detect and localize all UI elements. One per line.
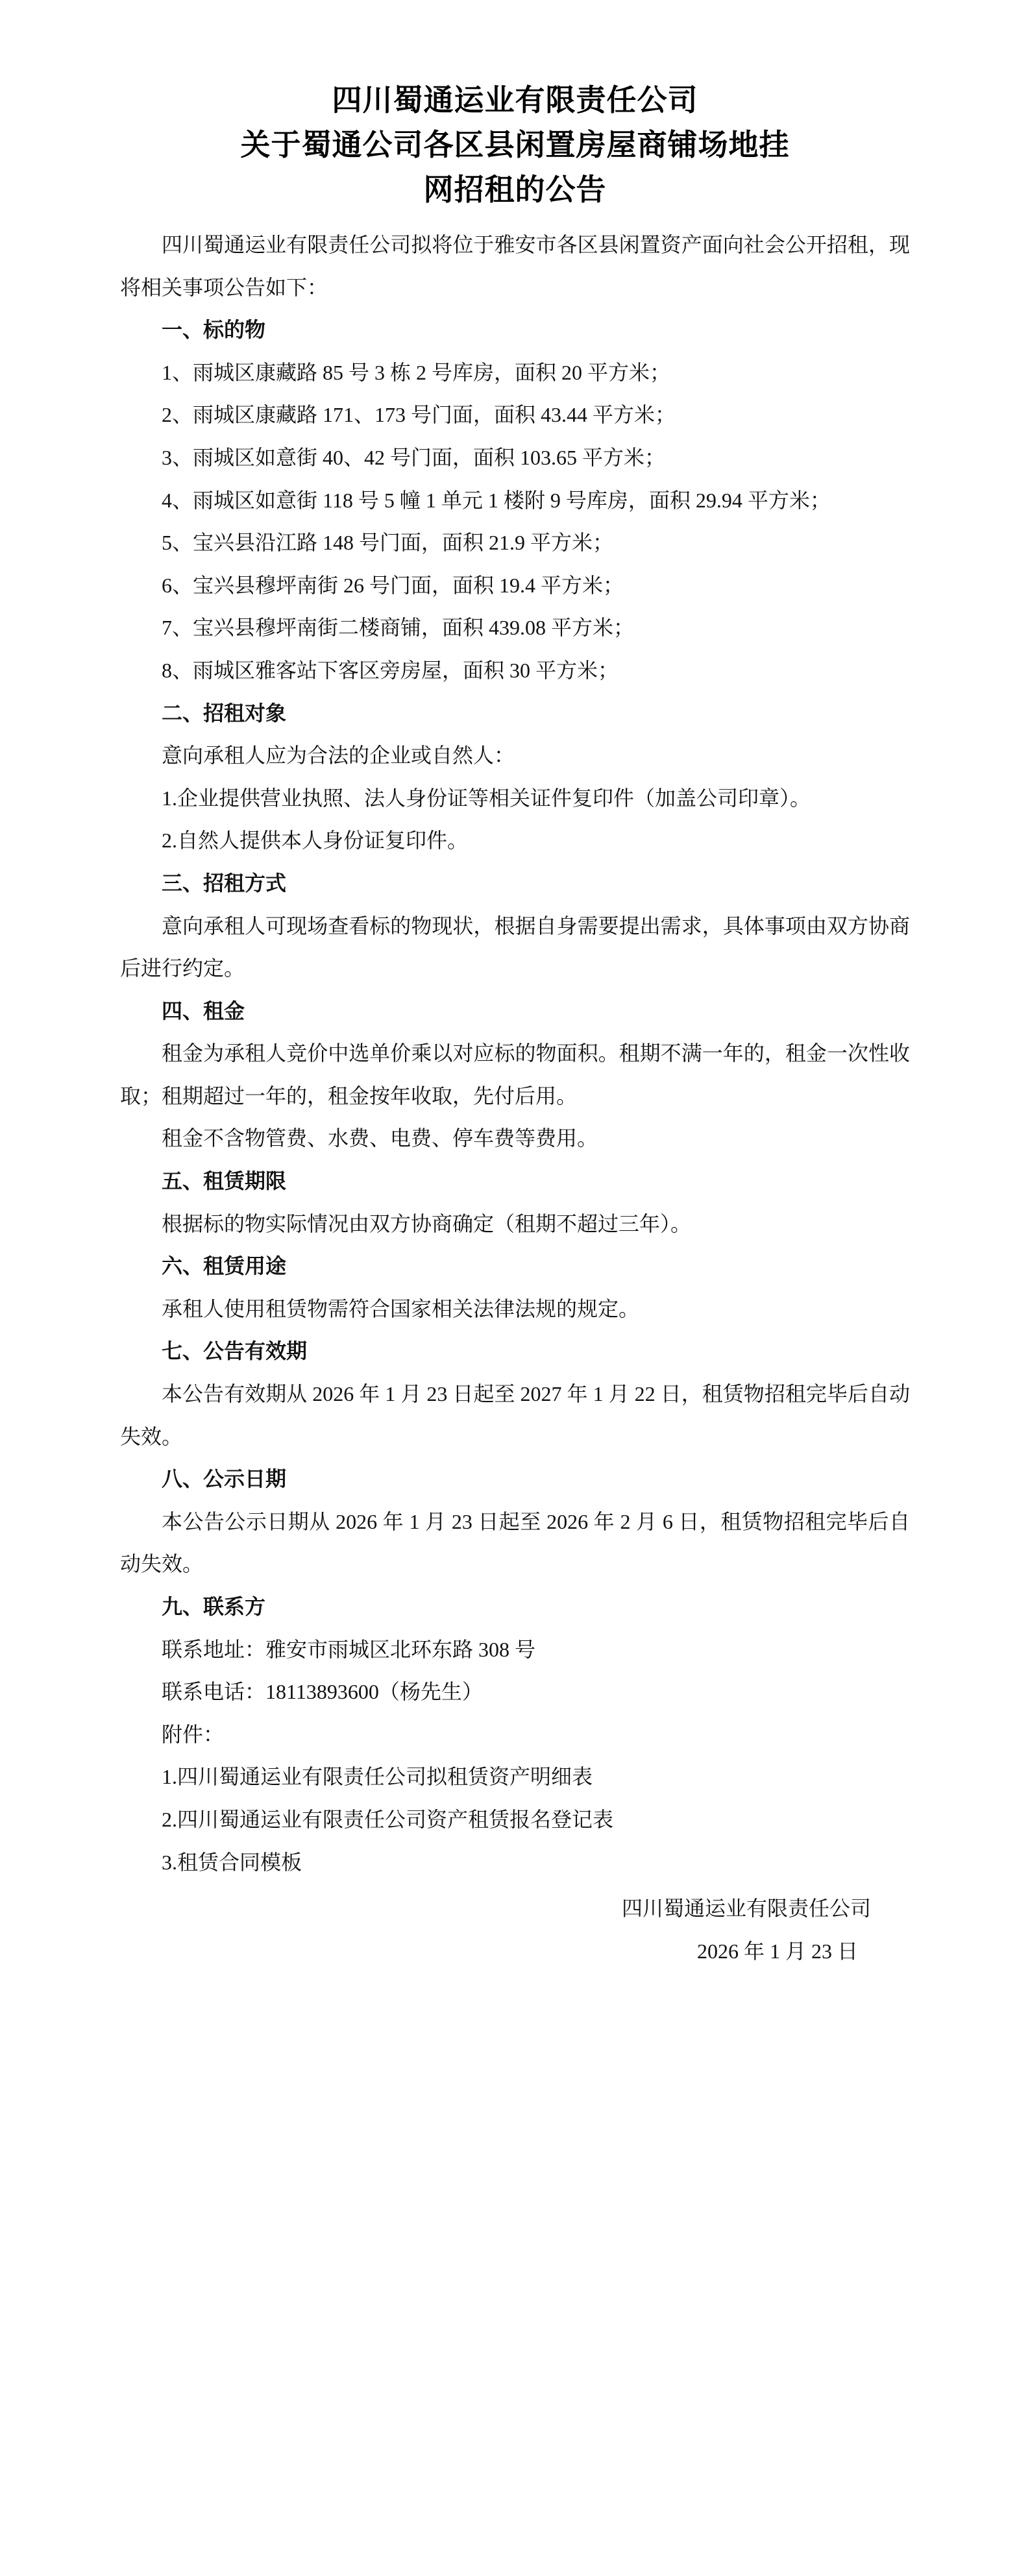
section-1-item-7: 7、宝兴县穆坪南街二楼商铺，面积 439.08 平方米； (162, 616, 635, 640)
title-line-3: 网招租的公告 (423, 173, 607, 206)
section-heading-4: 四、租金 (162, 999, 245, 1023)
signature-date: 2026 年 1 月 23 日 (696, 1939, 858, 1963)
section-heading-6: 六、租赁用途 (162, 1254, 287, 1278)
section-heading-3: 三、招租方式 (162, 871, 287, 895)
section-1-item-4: 4、雨城区如意街 118 号 5 幢 1 单元 1 楼附 9 号库房，面积 29.94 平方米； (162, 488, 831, 512)
contact-phone: 联系电话：18113893600（杨先生） (162, 1680, 483, 1704)
title-line-1: 四川蜀通运业有限责任公司 (332, 84, 698, 117)
section-1-item-5: 5、宝兴县沿江路 148 号门面，面积 21.9 平方米； (162, 531, 614, 555)
section-3-para-1: 意向承租人可现场查看标的物现状，根据自身需要提出需求，具体事项由双方协商后进行约定。 (120, 914, 910, 980)
section-1-item-3: 3、雨城区如意街 40、42 号门面，面积 103.65 平方米； (162, 445, 666, 469)
section-1-item-2: 2、雨城区康藏路 171、173 号门面，面积 43.44 平方米； (162, 403, 676, 427)
document-body (120, 224, 910, 1973)
title-line-2: 关于蜀通公司各区县闲置房屋商铺场地挂 (240, 128, 790, 162)
section-heading-2: 二、招租对象 (162, 701, 287, 725)
attachment-item-1: 1.四川蜀通运业有限责任公司拟租赁资产明细表 (162, 1765, 593, 1789)
section-heading-1: 一、标的物 (162, 318, 266, 342)
section-5-para-1: 根据标的物实际情况由双方协商确定（租期不超过三年）。 (162, 1211, 692, 1235)
attachment-item-2: 2.四川蜀通运业有限责任公司资产租赁报名登记表 (162, 1807, 614, 1831)
section-1-item-6: 6、宝兴县穆坪南街 26 号门面，面积 19.4 平方米； (162, 573, 624, 597)
section-heading-7: 七、公告有效期 (162, 1339, 308, 1363)
section-8-para-1: 本公告公示日期从 2026 年 1 月 23 日起至 2026 年 2 月 6 日，租赁物招租完毕后自动失效。 (120, 1509, 910, 1576)
page-title (120, 78, 910, 212)
section-4-para-2: 租金不含物管费、水费、电费、停车费等费用。 (162, 1126, 598, 1150)
section-1-item-8: 8、雨城区雅客站下客区旁房屋，面积 30 平方米； (162, 658, 619, 682)
contact-address: 联系地址：雅安市雨城区北环东路 308 号 (162, 1637, 536, 1661)
section-4-para-1: 租金为承租人竞价中选单价乘以对应标的物面积。租期不满一年的，租金一次性收取；租期超过一年的，租金按年收取，先付后用。 (120, 1041, 910, 1108)
intro-paragraph: 四川蜀通运业有限责任公司拟将位于雅安市各区县闲置资产面向社会公开招租，现将相关事项公告如下： (120, 233, 910, 299)
section-2-para-1: 意向承租人应为合法的企业或自然人： (162, 744, 515, 768)
attachment-item-3: 3.租赁合同模板 (162, 1850, 302, 1874)
section-2-para-3: 2.自然人提供本人身份证复印件。 (162, 829, 469, 853)
section-heading-5: 五、租赁期限 (162, 1169, 287, 1193)
section-2-para-2: 1.企业提供营业执照、法人身份证等相关证件复印件（加盖公司印章）。 (162, 786, 811, 810)
section-heading-9: 九、联系方 (162, 1595, 266, 1618)
signature: 四川蜀通运业有限责任公司 (621, 1897, 871, 1921)
section-heading-8: 八、公示日期 (162, 1467, 287, 1491)
section-1-item-1: 1、雨城区康藏路 85 号 3 栋 2 号库房，面积 20 平方米； (162, 360, 671, 384)
section-7-para-1: 本公告有效期从 2026 年 1 月 23 日起至 2027 年 1 月 22 日，租赁物招租完毕后自动失效。 (120, 1382, 910, 1448)
attachments-label: 附件： (162, 1722, 225, 1746)
section-6-para-1: 承租人使用租赁物需符合国家相关法律法规的规定。 (162, 1296, 640, 1320)
